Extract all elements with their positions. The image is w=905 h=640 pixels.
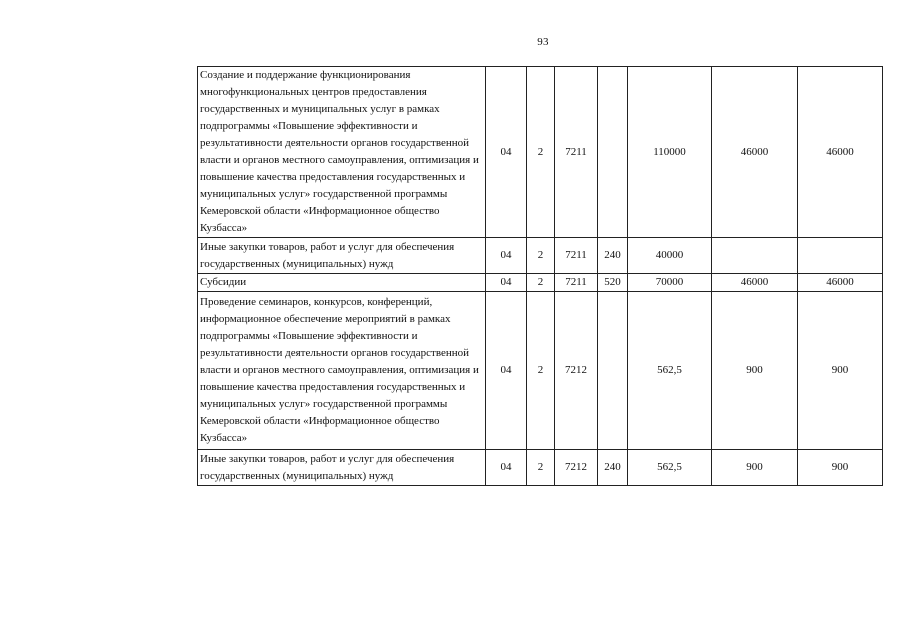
value-cell: 40000 <box>628 238 712 274</box>
value-cell: 46000 <box>798 67 883 238</box>
table-row <box>198 238 883 274</box>
expense-type-code: 240 <box>598 450 628 486</box>
budget-table <box>197 66 883 486</box>
value-cell: 900 <box>798 292 883 450</box>
subprogram-code: 2 <box>527 274 555 292</box>
direction-code: 7211 <box>555 67 598 238</box>
subprogram-code: 2 <box>527 67 555 238</box>
section-code: 04 <box>486 450 527 486</box>
direction-code: 7212 <box>555 292 598 450</box>
value-cell: 46000 <box>712 67 798 238</box>
direction-code: 7211 <box>555 238 598 274</box>
subprogram-code: 2 <box>527 450 555 486</box>
direction-code: 7211 <box>555 274 598 292</box>
section-code: 04 <box>486 292 527 450</box>
expense-type-code <box>598 292 628 450</box>
value-cell: 46000 <box>798 274 883 292</box>
section-code: 04 <box>486 238 527 274</box>
value-cell: 562,5 <box>628 450 712 486</box>
value-cell: 562,5 <box>628 292 712 450</box>
table-row <box>198 274 883 292</box>
row-description: Иные закупки товаров, работ и услуг для обеспечения государственных (муниципальных) нужд <box>198 450 486 486</box>
row-description: Создание и поддержание функционирования многофункциональных центров предоставления государственных и муниципальных услуг в рамках подпрограммы «Повышение эффективности и результативности деятельности органов государственной власти и органов местного самоуправления, оптимизация и повышение качества предоставления государственных и муниципальных услуг» государственной программы Кемеровской области «Информационное общество Кузбасса» <box>198 67 486 238</box>
section-code: 04 <box>486 274 527 292</box>
subprogram-code: 2 <box>527 292 555 450</box>
row-description: Субсидии <box>198 274 486 292</box>
table-row <box>198 67 883 238</box>
section-code: 04 <box>486 67 527 238</box>
table-row <box>198 450 883 486</box>
row-description: Иные закупки товаров, работ и услуг для обеспечения государственных (муниципальных) нужд <box>198 238 486 274</box>
value-cell: 900 <box>798 450 883 486</box>
expense-type-code: 520 <box>598 274 628 292</box>
subprogram-code: 2 <box>527 238 555 274</box>
value-cell: 46000 <box>712 274 798 292</box>
table-row <box>198 292 883 450</box>
value-cell <box>798 238 883 274</box>
value-cell <box>712 238 798 274</box>
value-cell: 900 <box>712 450 798 486</box>
page-number: 93 <box>537 36 549 48</box>
row-description: Проведение семинаров, конкурсов, конференций, информационное обеспечение мероприятий в рамках подпрограммы «Повышение эффективности и результативности деятельности органов государственной власти и органов местного самоуправления, оптимизация и повышение качества предоставления государственных и муниципальных услуг» государственной программы Кемеровской области «Информационное общество Кузбасса» <box>198 292 486 450</box>
expense-type-code <box>598 67 628 238</box>
value-cell: 70000 <box>628 274 712 292</box>
direction-code: 7212 <box>555 450 598 486</box>
expense-type-code: 240 <box>598 238 628 274</box>
value-cell: 900 <box>712 292 798 450</box>
value-cell: 110000 <box>628 67 712 238</box>
